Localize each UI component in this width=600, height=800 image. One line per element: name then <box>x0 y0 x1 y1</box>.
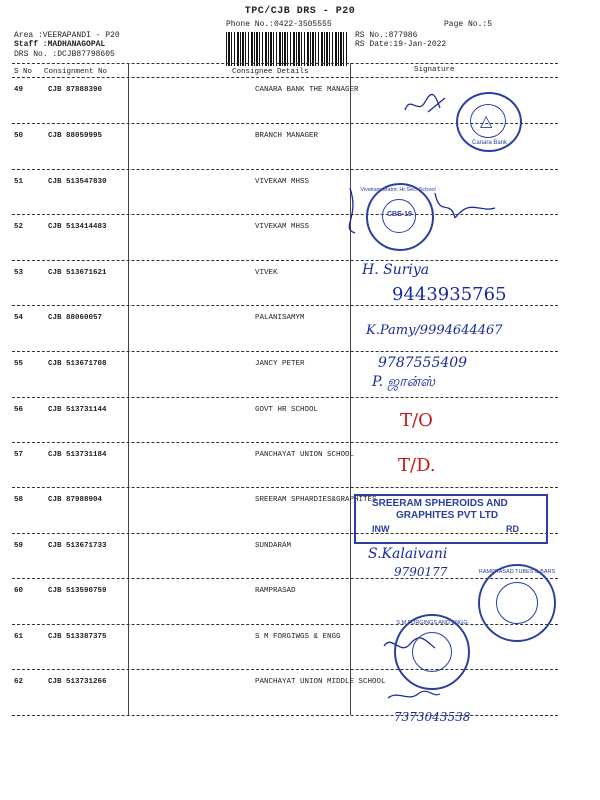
row-consignment: CJB 513590759 <box>48 587 107 595</box>
handwritten-name-59: S.Kalaivani <box>368 546 448 562</box>
table-row <box>0 170 600 216</box>
handwritten-54: K.Pamy/9994644467 <box>366 323 503 338</box>
table-row <box>0 398 600 444</box>
signature-62 <box>384 688 444 704</box>
col-consignment-header: Consignment No <box>44 68 108 76</box>
handwritten-phone-55: 9787555409 <box>378 355 468 371</box>
table-row <box>0 306 600 352</box>
handwritten-name-53: H. Suriya <box>362 262 430 278</box>
row-sno: 55 <box>14 360 24 368</box>
col-signature-header: Signature <box>414 66 455 74</box>
table-row <box>0 670 600 716</box>
row-consignee: BRANCH MANAGER <box>255 132 319 140</box>
row-consignment: CJB 513731184 <box>48 451 107 459</box>
row-sno: 52 <box>14 223 24 231</box>
staff-label: Staff : <box>14 40 48 49</box>
table-row <box>0 261 600 307</box>
row-sno: 59 <box>14 542 24 550</box>
canara-bank-stamp <box>456 92 522 152</box>
row-consignment: CJB 87988904 <box>48 496 103 504</box>
document-title: TPC/CJB DRS - P20 <box>244 6 356 17</box>
handwritten-phone-59: 9790177 <box>394 565 448 579</box>
sreeram-stamp-line1: SREERAM SPHEROIDS AND <box>372 498 508 509</box>
handwritten-phone-62: 7373043538 <box>394 710 471 724</box>
row-consignment: CJB 513671708 <box>48 360 107 368</box>
canara-stamp-text: Canara Bank <box>472 140 508 146</box>
col-consignee-header: Consignee Details <box>232 68 309 76</box>
signature-49 <box>400 90 460 120</box>
drs-number: DRS No. :DCJB87798605 <box>14 50 115 59</box>
row-sno: 54 <box>14 314 24 322</box>
school-stamp-code: CBE-19 <box>387 211 412 218</box>
row-sno: 58 <box>14 496 24 504</box>
sreeram-company-stamp <box>354 494 548 544</box>
sreeram-stamp-line4: RD <box>506 524 519 534</box>
row-consignment: CJB 513387375 <box>48 633 107 641</box>
row-consignee: VIVEK <box>255 269 278 277</box>
row-consignment: CJB 513731266 <box>48 678 107 686</box>
row-sno: 50 <box>14 132 24 140</box>
ramprasad-stamp <box>478 564 556 642</box>
row-consignee: VIVEKAM MHSS <box>255 178 310 186</box>
table-row <box>0 443 600 489</box>
handwritten-57: T/D. <box>398 455 436 476</box>
header-rule-top <box>12 63 558 64</box>
rs-number: RS No.:877986 <box>355 31 418 40</box>
sreeram-stamp-line2: GRAPHITES PVT LTD <box>396 510 499 521</box>
row-sno: 60 <box>14 587 24 595</box>
row-sno: 53 <box>14 269 24 277</box>
row-consignment: CJB 513414483 <box>48 223 107 231</box>
row-consignment: CJB 513671621 <box>48 269 107 277</box>
row-separator <box>12 715 558 716</box>
handwritten-phone-53: 9443935765 <box>392 284 507 305</box>
phone-number: Phone No.:0422-3505555 <box>226 20 332 29</box>
row-consignee: PANCHAYAT UNION SCHOOL <box>255 451 355 459</box>
rs-date: RS Date:19-Jan-2022 <box>355 40 447 49</box>
row-consignment: CJB 513731144 <box>48 406 107 414</box>
row-sno: 49 <box>14 86 24 94</box>
handwritten-name-55: P. ஜான்ஸ் <box>372 374 436 390</box>
row-sno: 51 <box>14 178 24 186</box>
row-sno: 56 <box>14 406 24 414</box>
table-row <box>0 352 600 398</box>
triangle-icon: △ <box>480 111 493 130</box>
row-sno: 61 <box>14 633 24 641</box>
row-consignment: CJB 513547830 <box>48 178 107 186</box>
area: Area :VEERAPANDI - P20 <box>14 31 120 40</box>
col-sno-header: S No <box>14 68 33 76</box>
school-stamp <box>360 183 436 251</box>
row-consignment: CJB 88059995 <box>48 132 103 140</box>
ramprasad-stamp-text: RAMPRASAD TUBES & BARS <box>478 569 556 575</box>
row-consignee: SREERAM SPHARDIES&GRAPHITES <box>255 496 377 504</box>
row-consignee: S M FORGIWGS & ENGG <box>255 633 341 641</box>
school-stamp-text: Vivekam Matric Hr.Sec. School <box>360 187 436 193</box>
sreeram-stamp-line3: INW <box>372 524 390 534</box>
row-consignee: CANARA BANK THE MANAGER <box>255 86 359 94</box>
row-consignee: JANCY PETER <box>255 360 305 368</box>
page-number: Page No.:5 <box>444 20 493 29</box>
handwritten-56: T/O <box>400 410 433 431</box>
table-row <box>0 215 600 261</box>
row-consignee: VIVEKAM MHSS <box>255 223 310 231</box>
row-consignee: SUNDARAM <box>255 542 292 550</box>
row-sno: 62 <box>14 678 24 686</box>
barcode <box>226 32 348 66</box>
row-consignee: RAMPRASAD <box>255 587 296 595</box>
row-consignee: GOVT HR SCHOOL <box>255 406 319 414</box>
staff <box>14 40 105 49</box>
row-consignee: PANCHAYAT UNION MIDDLE SCHOOL <box>255 678 386 686</box>
row-consignee: PALANISAMYM <box>255 314 305 322</box>
forgings-stamp-text: S M FORGINGS AND ENGG <box>396 620 468 626</box>
row-consignment: CJB 87888390 <box>48 86 103 94</box>
staff-name: MADHANAGOPAL <box>47 40 106 49</box>
forgings-stamp <box>394 614 470 690</box>
row-sno: 57 <box>14 451 24 459</box>
row-consignment: CJB 513671733 <box>48 542 107 550</box>
row-consignment: CJB 88060057 <box>48 314 103 322</box>
